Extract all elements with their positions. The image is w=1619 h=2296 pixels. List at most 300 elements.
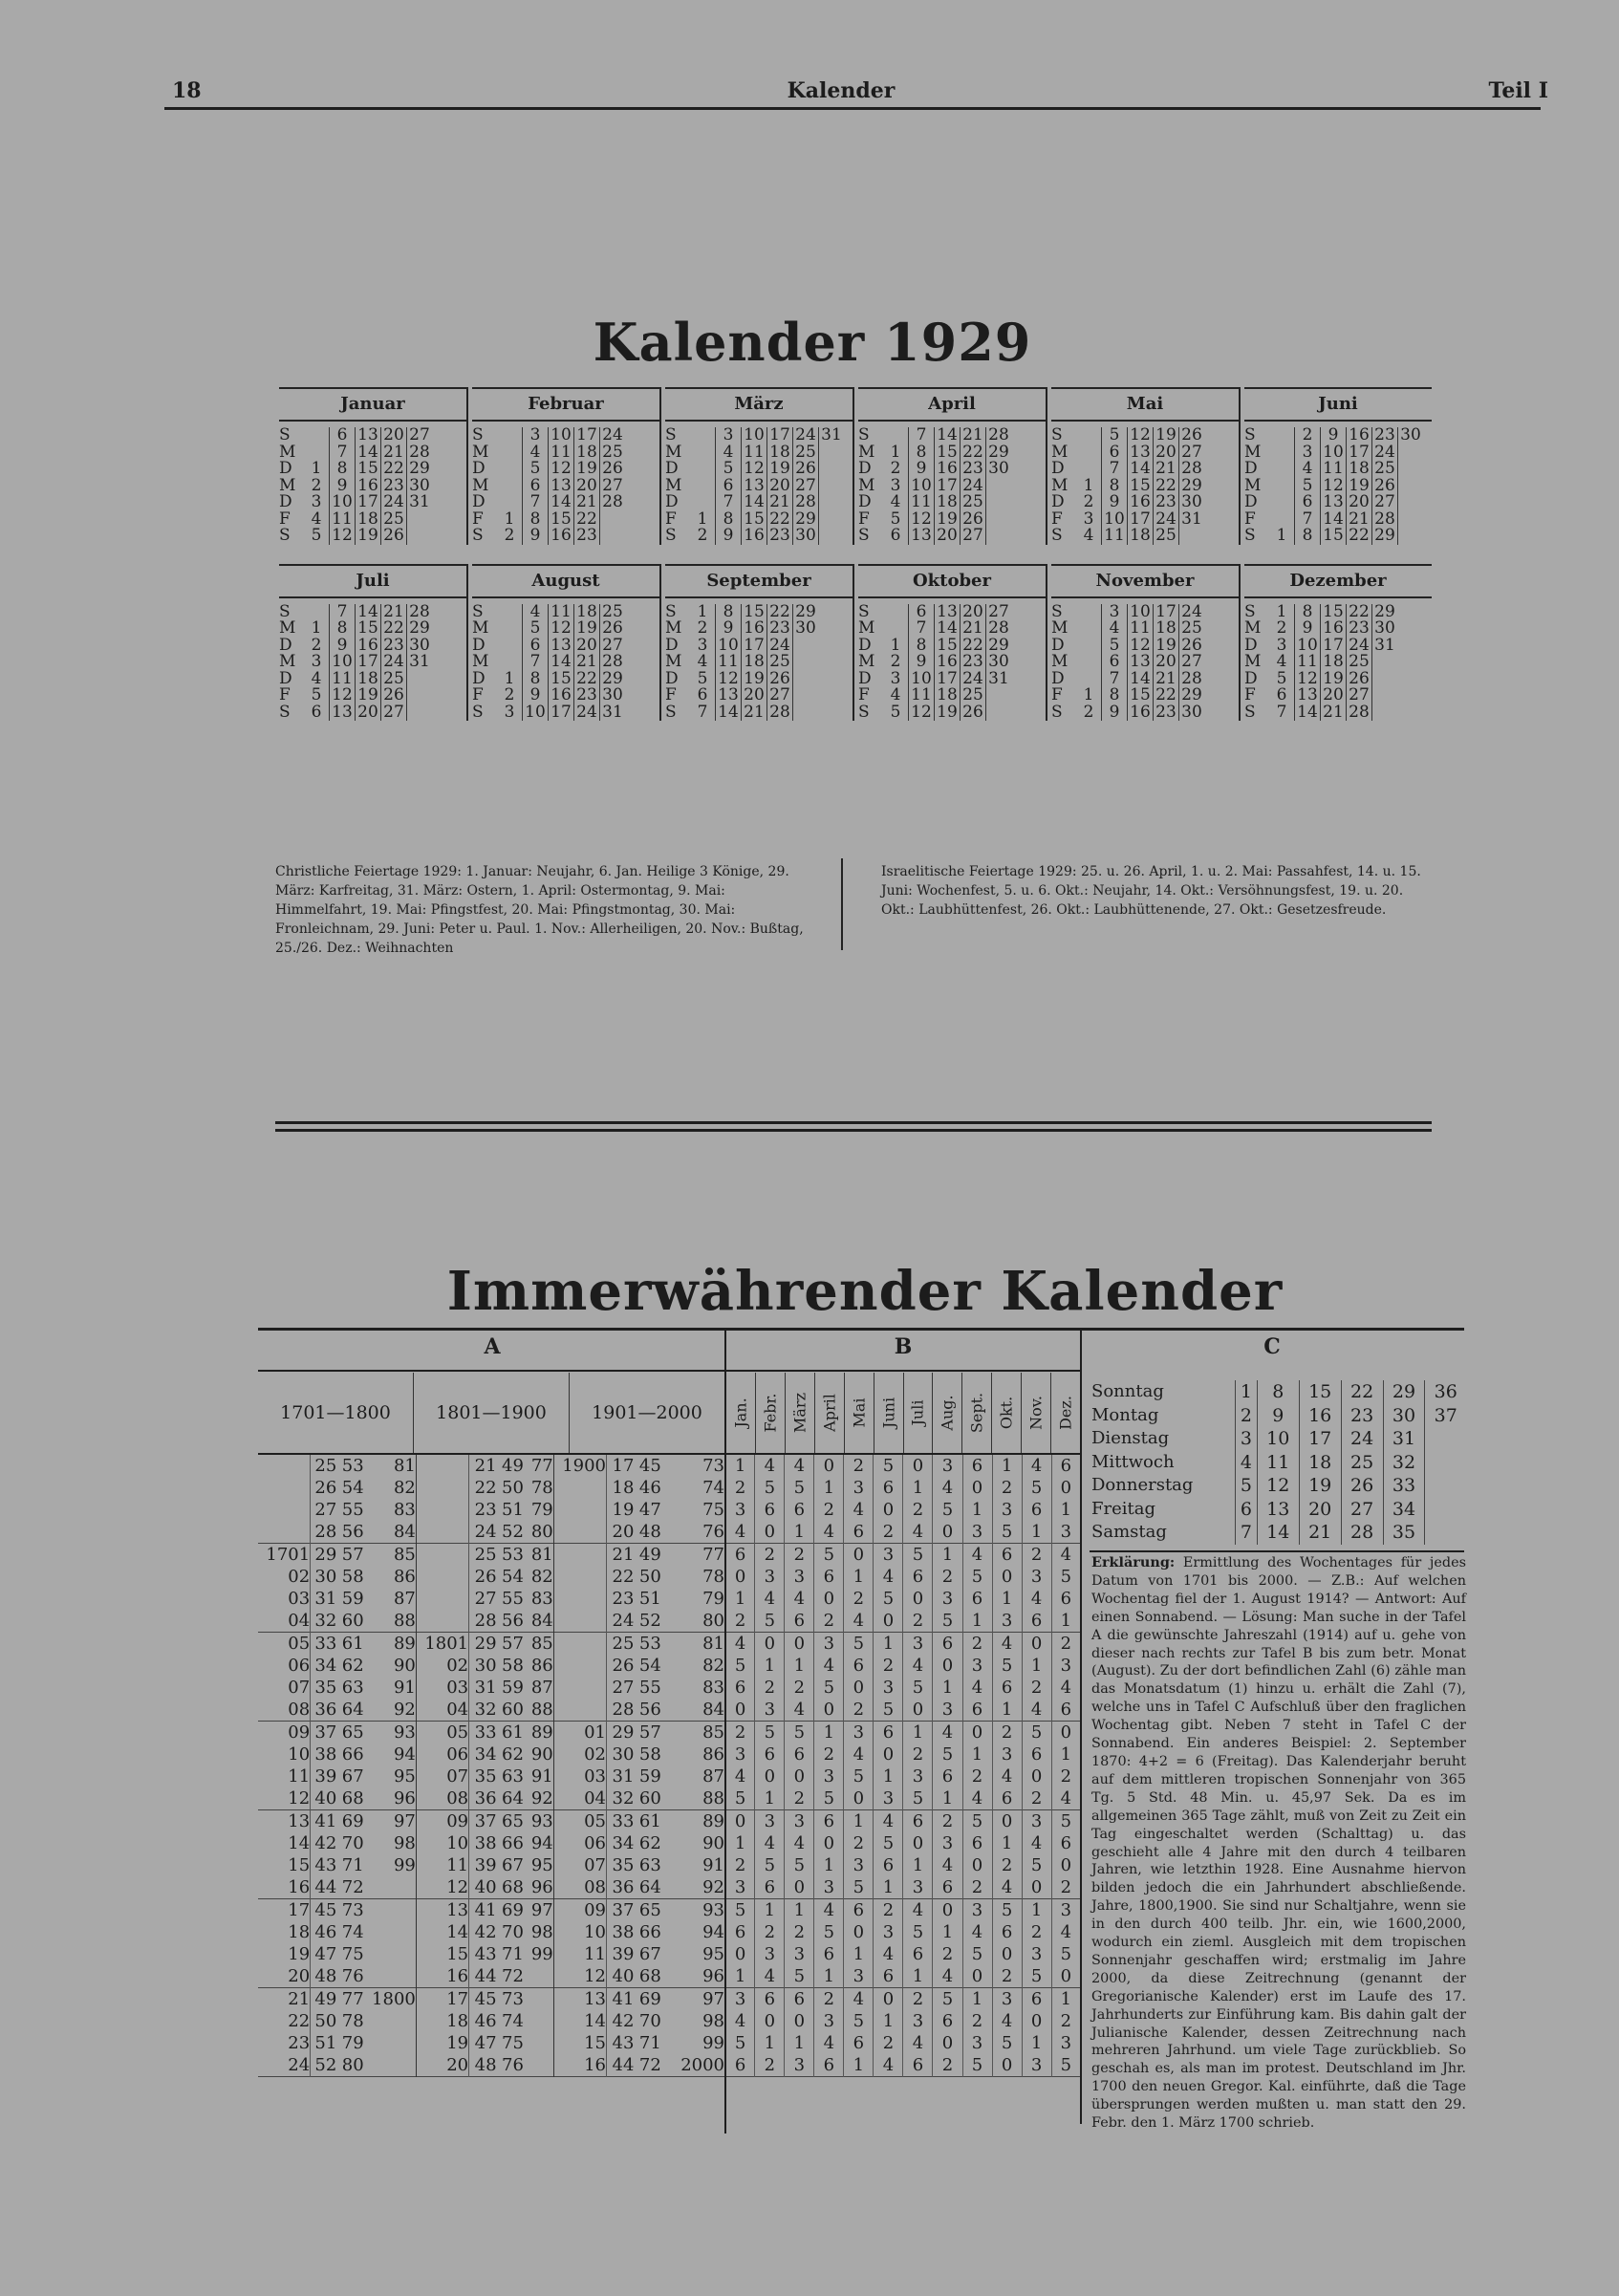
- table-b-cell: 6: [785, 1744, 814, 1765]
- table-a-cell: 81: [702, 1634, 724, 1654]
- table-b-cell: 0: [874, 1988, 903, 2011]
- table-a-cell: 31: [311, 1588, 337, 1610]
- table-b-cell: 3: [1022, 1566, 1051, 1588]
- weekday-label: F: [1051, 685, 1063, 704]
- table-b-row: [726, 1722, 1080, 1744]
- table-b-cell: 3: [903, 2010, 933, 2032]
- day-cell: 19: [1321, 671, 1347, 688]
- day-cell: [497, 461, 523, 478]
- weekday-label: D: [858, 635, 872, 655]
- weekday-label: S: [858, 425, 870, 444]
- day-cell: 21: [1321, 704, 1347, 722]
- table-b-cell: 1: [874, 1633, 903, 1656]
- table-a-cell: 82: [530, 1567, 553, 1587]
- table-a-cell: 77: [702, 1545, 724, 1565]
- day-cell: 3: [1295, 444, 1321, 462]
- weekday-name: Sonntag: [1091, 1381, 1164, 1401]
- day-cell: 28: [600, 494, 626, 511]
- week-row: [665, 654, 818, 671]
- day-cell: 15: [742, 604, 767, 621]
- table-c-cell: [1425, 1474, 1466, 1498]
- table-c-cell: 20: [1299, 1498, 1341, 1522]
- table-a-cell: 53: [341, 1456, 364, 1476]
- week-row: [858, 671, 1011, 688]
- month-heading-cell: [903, 1373, 933, 1453]
- table-a-cell: 73: [341, 1900, 364, 1920]
- day-cell: 20: [742, 687, 767, 704]
- table-c-cell: 22: [1341, 1380, 1383, 1404]
- day-cell: [883, 604, 909, 621]
- day-cell: [304, 427, 330, 444]
- day-cell: 15: [935, 638, 961, 655]
- day-cell: 13: [1321, 494, 1347, 511]
- day-cell: 28: [1179, 461, 1205, 478]
- table-b-cell: 3: [814, 1765, 844, 1787]
- table-a-cell: 26: [311, 1477, 337, 1499]
- day-cell: 27: [381, 704, 407, 722]
- day-cell: 27: [961, 528, 986, 545]
- day-cell: 25: [1372, 461, 1398, 478]
- week-row: [1244, 687, 1397, 704]
- table-a-row: [258, 2032, 724, 2054]
- calendar-row: [275, 387, 1432, 545]
- table-b-cell: 1: [1051, 1744, 1080, 1765]
- table-b-cell: 2: [785, 1544, 814, 1567]
- table-b-cell: 5: [1051, 1810, 1080, 1833]
- table-c-row: [1091, 1404, 1466, 1428]
- table-b-cell: 0: [1051, 1722, 1080, 1744]
- day-cell: 12: [1321, 478, 1347, 495]
- table-c-cell: 33: [1383, 1474, 1425, 1498]
- table-c-cell: 29: [1383, 1380, 1425, 1404]
- week-row: [1244, 671, 1397, 688]
- table-b-cell: 4: [814, 2032, 844, 2054]
- table-b-cell: 5: [814, 1921, 844, 1943]
- week-row: [279, 687, 432, 704]
- day-cell: 28: [1372, 511, 1398, 529]
- week-row: [472, 511, 625, 529]
- table-b-cell: 1: [933, 1677, 962, 1699]
- table-c-cell: 14: [1257, 1521, 1299, 1545]
- table-a-cell: 66: [341, 1744, 364, 1765]
- day-cell: 15: [1128, 687, 1154, 704]
- table-a-cell: 40: [607, 1965, 635, 1988]
- day-cell: 1: [504, 509, 515, 529]
- weekday-label: S: [665, 425, 677, 444]
- day-cell: 12: [909, 704, 935, 722]
- table-a-row: [258, 1544, 724, 1567]
- table-b-cell: 2: [933, 2054, 962, 2077]
- day-cell: 3: [890, 668, 901, 688]
- table-c-cell: 16: [1299, 1404, 1341, 1428]
- weekday-label: S: [1051, 425, 1063, 444]
- table-b-cell: 4: [734, 2011, 746, 2031]
- week-row: [665, 494, 844, 511]
- day-cell: 13: [356, 427, 381, 444]
- table-a-cell: 26: [469, 1566, 497, 1588]
- table-b-row: [726, 1499, 1080, 1521]
- table-b-cell: 0: [814, 1832, 844, 1854]
- table-a-cell: [553, 1610, 606, 1633]
- table-b-cell: 5: [903, 1677, 933, 1699]
- table-b-cell: 0: [755, 1521, 785, 1544]
- table-b-cell: 5: [785, 1854, 814, 1876]
- table-a-cell: 35: [607, 1854, 635, 1876]
- table-a-cell: 29: [469, 1633, 497, 1656]
- table-b-cell: 4: [785, 1699, 814, 1722]
- month-heading: Mai: [850, 1397, 869, 1428]
- weekday-label: S: [1244, 425, 1256, 444]
- table-b-cell: 4: [814, 1655, 844, 1677]
- day-cell: 21: [381, 604, 407, 621]
- table-b-cell: 5: [874, 1588, 903, 1610]
- day-cell: 25: [793, 444, 819, 462]
- table-a-cell: 25: [311, 1455, 337, 1477]
- day-cell: 10: [909, 671, 935, 688]
- day-cell: [793, 704, 819, 722]
- table-b-cell: 5: [903, 1921, 933, 1943]
- explanation: [1091, 1554, 1466, 2133]
- table-b-row: [726, 1787, 1080, 1810]
- table-b-cell: 5: [814, 1544, 844, 1567]
- table-b-cell: 6: [992, 1787, 1022, 1810]
- table-b-cell: 4: [785, 1588, 814, 1610]
- day-cell: 8: [909, 444, 935, 462]
- table-b-cell: 6: [874, 1722, 903, 1744]
- table-b-cell: 0: [933, 1655, 962, 1677]
- perpetual-top-rule: [258, 1328, 1464, 1331]
- table-a-cell: 36: [469, 1787, 497, 1810]
- table-a-cell: 15: [288, 1855, 311, 1875]
- table-a-cell: 28: [311, 1521, 337, 1544]
- day-cell: 17: [1347, 444, 1372, 462]
- day-cell: 19: [574, 461, 600, 478]
- table-a-cell: 45: [469, 1988, 497, 2011]
- table-a-cell: [364, 2054, 417, 2077]
- day-cell: 15: [549, 671, 574, 688]
- table-a-cell: 97: [702, 1989, 724, 2009]
- table-b-cell: 1: [992, 1832, 1022, 1854]
- table-a-cell: 19: [607, 1499, 635, 1521]
- table-a-grid: [258, 1455, 724, 2077]
- day-cell: 15: [742, 511, 767, 529]
- day-cell: 13: [549, 478, 574, 495]
- table-b-cell: 1: [874, 1876, 903, 1899]
- day-cell: 2: [311, 635, 322, 655]
- table-a-cell: 29: [607, 1722, 635, 1744]
- table-a-cell: 47: [469, 2032, 497, 2054]
- day-cell: 27: [1179, 654, 1205, 671]
- week-row: [1244, 427, 1423, 444]
- table-a-row: [258, 1899, 724, 1922]
- day-cell: 28: [407, 444, 433, 462]
- table-a-cell: 68: [341, 1788, 364, 1809]
- table-b-cell: 5: [755, 1610, 785, 1633]
- table-a-cell: 53: [502, 1545, 524, 1565]
- weekday-label: M: [1244, 618, 1262, 638]
- day-cell: 1: [1276, 526, 1287, 545]
- table-a-cell: 38: [469, 1832, 497, 1854]
- table-a-cell: 32: [311, 1610, 337, 1633]
- table-b-cell: 5: [785, 1965, 814, 1988]
- table-a-cell: 17: [607, 1455, 635, 1477]
- table-a-cell: 64: [638, 1877, 661, 1897]
- day-cell: [497, 494, 523, 511]
- day-cell: [497, 638, 523, 655]
- day-cell: 5: [890, 509, 901, 529]
- day-cell: 26: [600, 461, 626, 478]
- week-row: [665, 427, 844, 444]
- day-cell: 17: [1321, 638, 1347, 655]
- weekday-label: S: [1051, 702, 1063, 722]
- table-a-cell: 70: [502, 1922, 524, 1942]
- day-cell: 13: [330, 704, 356, 722]
- day-cell: 18: [767, 444, 793, 462]
- table-b-cell: 3: [844, 1965, 874, 1988]
- day-cell: 16: [356, 638, 381, 655]
- day-cell: [1398, 494, 1424, 511]
- day-cell: [1269, 427, 1295, 444]
- table-b-cell: 2: [933, 1566, 962, 1588]
- table-b-cell: 3: [1051, 1655, 1080, 1677]
- table-a-cell: 57: [638, 1722, 661, 1743]
- calendar-row: [275, 564, 1432, 722]
- day-cell: 7: [909, 427, 935, 444]
- page-number: 18: [172, 78, 202, 103]
- day-cell: 12: [330, 687, 356, 704]
- table-a-row: [258, 1832, 724, 1854]
- day-cell: [986, 494, 1012, 511]
- table-b-cell: 6: [1051, 1455, 1080, 1477]
- day-cell: 13: [1128, 444, 1154, 462]
- table-b-cell: 3: [874, 1921, 903, 1943]
- day-cell: 16: [1347, 427, 1372, 444]
- week-row: [1051, 620, 1204, 638]
- day-cell: 1: [890, 635, 901, 655]
- table-b-cell: 0: [903, 1832, 933, 1854]
- table-a-row: [258, 1921, 724, 1943]
- day-cell: 24: [1372, 444, 1398, 462]
- day-cell: 17: [935, 478, 961, 495]
- table-a-cell: 16: [288, 1877, 311, 1897]
- table-a-cell: 36: [607, 1876, 635, 1899]
- table-a-cell: 78: [530, 1478, 553, 1498]
- weekday-label: M: [858, 618, 875, 638]
- day-cell: 20: [1154, 444, 1179, 462]
- month-name: Dezember: [1244, 564, 1432, 598]
- table-b-cell: 6: [734, 1545, 746, 1565]
- table-a-cell: 81: [530, 1545, 553, 1565]
- day-cell: 16: [356, 478, 381, 495]
- weekday-name: Freitag: [1091, 1498, 1155, 1519]
- day-cell: 31: [819, 427, 845, 444]
- table-a-row: [258, 1765, 724, 1787]
- table-b-cell: 5: [992, 1655, 1022, 1677]
- weekday-label: F: [858, 509, 870, 529]
- table-a-cell: 43: [469, 1943, 497, 1965]
- table-a-cell: 47: [311, 1943, 337, 1965]
- week-row: [472, 427, 625, 444]
- table-a-cell: [416, 1477, 468, 1499]
- table-b-cell: 5: [933, 1499, 962, 1521]
- table-b-cell: 1: [962, 1988, 992, 2011]
- table-a-cell: [258, 1499, 311, 1521]
- month-name: Januar: [279, 387, 466, 422]
- table-b-cell: 5: [734, 1788, 746, 1809]
- table-b-cell: 3: [844, 1722, 874, 1744]
- day-cell: 7: [523, 494, 549, 511]
- day-cell: 25: [600, 604, 626, 621]
- table-b-cell: 6: [1022, 1610, 1051, 1633]
- table-b-cell: 5: [874, 1699, 903, 1722]
- month-heading-cell: [844, 1373, 874, 1453]
- weekday-label: M: [858, 442, 875, 462]
- day-cell: 20: [961, 604, 986, 621]
- table-b-cell: 6: [962, 1832, 992, 1854]
- table-a-cell: 34: [311, 1655, 337, 1677]
- table-a-row: [258, 2054, 724, 2077]
- day-cell: 4: [523, 444, 549, 462]
- table-b-cell: 6: [1051, 1699, 1080, 1722]
- month-block: [1239, 564, 1432, 722]
- day-cell: 8: [716, 511, 742, 529]
- month-heading-cell: [961, 1373, 991, 1453]
- weekday-label: D: [1244, 492, 1258, 511]
- day-cell: 11: [549, 604, 574, 621]
- weekday-label: S: [472, 702, 484, 722]
- weekday-label: D: [665, 668, 679, 688]
- week-row: [279, 494, 432, 511]
- table-b-cell: 1: [785, 1655, 814, 1677]
- day-cell: 7: [716, 494, 742, 511]
- table-a-row: [258, 1455, 724, 1477]
- table-a-cell: 62: [502, 1744, 524, 1765]
- table-a-cell: 97: [393, 1811, 416, 1831]
- week-row: [665, 620, 818, 638]
- day-cell: 11: [1321, 461, 1347, 478]
- table-a-cell: 74: [502, 2011, 524, 2031]
- weekday-label: D: [1244, 635, 1258, 655]
- day-cell: 26: [1179, 427, 1205, 444]
- day-cell: 28: [986, 427, 1012, 444]
- day-cell: 14: [935, 427, 961, 444]
- day-cell: 8: [330, 461, 356, 478]
- table-a-cell: 85: [393, 1545, 416, 1565]
- month-grid: [1244, 601, 1397, 722]
- day-cell: 8: [1102, 687, 1128, 704]
- table-b-cell: 1: [785, 1899, 814, 1922]
- table-a-cell: 60: [502, 1700, 524, 1720]
- day-cell: 5: [311, 526, 322, 545]
- day-cell: 20: [356, 704, 381, 722]
- day-cell: [407, 704, 433, 722]
- table-b-cell: 5: [734, 1656, 746, 1676]
- day-cell: 13: [742, 478, 767, 495]
- table-a-row: [258, 1677, 724, 1699]
- day-cell: 6: [1102, 654, 1128, 671]
- day-cell: 29: [793, 604, 819, 621]
- week-row: [279, 528, 432, 545]
- table-b-cell: 2: [874, 1521, 903, 1544]
- weekday-label: S: [1051, 601, 1063, 621]
- day-cell: 7: [697, 702, 708, 722]
- table-a-cell: 49: [502, 1456, 524, 1476]
- day-cell: 27: [407, 427, 433, 444]
- day-cell: 19: [1154, 427, 1179, 444]
- week-row: [858, 687, 1011, 704]
- table-a-cell: 43: [607, 2032, 635, 2054]
- day-cell: 3: [311, 492, 322, 511]
- weekday-label: M: [1051, 475, 1069, 495]
- day-cell: 4: [1083, 526, 1094, 545]
- day-cell: 6: [330, 427, 356, 444]
- day-cell: 7: [330, 604, 356, 621]
- table-a-cell: [416, 1610, 468, 1633]
- table-a-cell: 43: [311, 1854, 337, 1876]
- day-cell: 4: [523, 604, 549, 621]
- table-b-cell: 6: [962, 1588, 992, 1610]
- weekday-label: F: [1051, 509, 1063, 529]
- month-grid: [665, 427, 844, 545]
- table-b-cell: 5: [785, 1722, 814, 1744]
- day-cell: [793, 671, 819, 688]
- table-b-cell: 4: [874, 2054, 903, 2077]
- day-cell: 19: [356, 528, 381, 545]
- weekday-label: M: [279, 618, 296, 638]
- day-cell: [1398, 444, 1424, 462]
- table-a-cell: 94: [702, 1922, 724, 1942]
- month-name: November: [1051, 564, 1239, 598]
- table-a-cell: 25: [607, 1633, 635, 1656]
- table-b-cell: 5: [1022, 1965, 1051, 1988]
- weekday-label: S: [665, 526, 677, 545]
- day-cell: 20: [381, 427, 407, 444]
- day-cell: [1398, 478, 1424, 495]
- weekday-label: F: [279, 509, 291, 529]
- day-cell: 19: [935, 511, 961, 529]
- table-a-row: [258, 1655, 724, 1677]
- table-b-cell: 2: [962, 2010, 992, 2032]
- day-cell: 29: [407, 620, 433, 638]
- table-b-cell: 6: [785, 1988, 814, 2011]
- table-a-cell: 57: [502, 1634, 524, 1654]
- table-a-cell: 1801: [416, 1633, 468, 1656]
- day-cell: [1398, 511, 1424, 529]
- table-b-cell: 6: [962, 1699, 992, 1722]
- table-b-cell: 5: [844, 1876, 874, 1899]
- week-row: [858, 528, 1011, 545]
- table-b-cell: 3: [785, 1566, 814, 1588]
- day-cell: 23: [381, 478, 407, 495]
- table-b-cell: 4: [755, 1588, 785, 1610]
- day-cell: [1398, 461, 1424, 478]
- day-cell: [690, 478, 716, 495]
- table-a-row: [258, 1633, 724, 1656]
- table-a-cell: 75: [502, 2033, 524, 2053]
- table-b-cell: 2: [734, 1478, 746, 1498]
- table-c-cell: 35: [1383, 1521, 1425, 1545]
- table-b-cell: 1: [903, 1965, 933, 1988]
- day-cell: 17: [767, 427, 793, 444]
- day-cell: 14: [356, 444, 381, 462]
- day-cell: 11: [1128, 620, 1154, 638]
- month-block: [659, 564, 853, 722]
- weekday-label: D: [279, 459, 292, 478]
- table-a-cell: 85: [530, 1634, 553, 1654]
- day-cell: 25: [1154, 528, 1179, 545]
- day-cell: 21: [767, 494, 793, 511]
- weekday-label: S: [1244, 702, 1256, 722]
